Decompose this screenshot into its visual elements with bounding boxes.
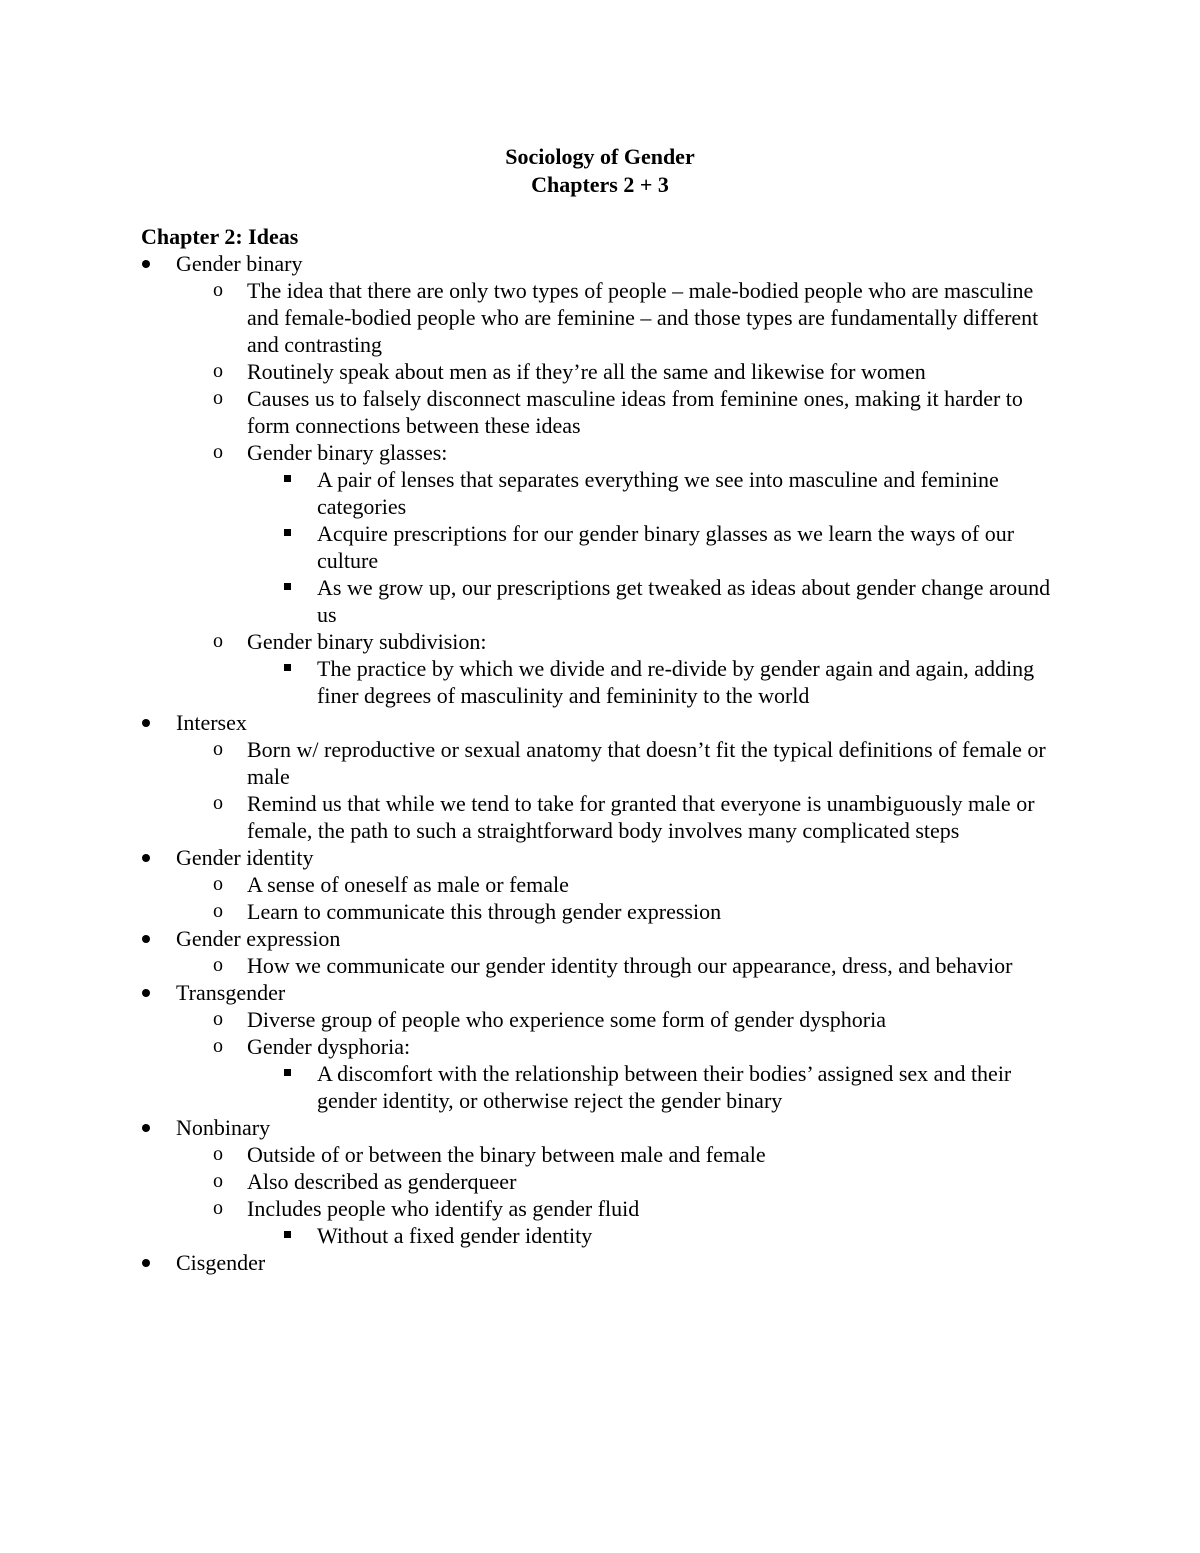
sub-item [141,871,1066,898]
sub-sub-list [247,466,1066,628]
circle-bullet-icon: o [213,738,223,760]
outline-item [141,1114,1066,1249]
sub-list [176,871,1066,925]
sub-item-text: The idea that there are only two types of people – male-bodied people who are masculine and female-bodied people who are feminine – and those types are fundamentally different and contrasting [247,278,1039,357]
bullet-icon [141,1114,153,1141]
sub-item [141,277,1066,358]
circle-bullet-icon: o [213,873,223,895]
circle-bullet-icon: o [213,900,223,922]
sub-item-text: Includes people who identify as gender fluid [247,1196,640,1221]
outline-item [141,709,1066,844]
sub-sub-item [141,466,1066,520]
circle-bullet-icon: o [213,630,223,652]
circle-bullet-icon: o [213,441,223,463]
sub-list [176,1141,1066,1249]
sub-item-text: How we communicate our gender identity through our appearance, dress, and behavior [247,953,1013,978]
square-bullet-icon [284,1222,294,1249]
bullet-icon [141,1249,153,1276]
circle-bullet-icon: o [213,1170,223,1192]
sub-item-text: A sense of oneself as male or female [247,872,569,897]
sub-item-text: Remind us that while we tend to take for granted that everyone is unambiguously male or female, the path to such a straightforward body involves many complicated steps [247,791,1035,843]
bullet-icon [141,250,153,277]
sub-sub-item [141,655,1066,709]
sub-sub-item-text: A discomfort with the relationship between their bodies’ assigned sex and their gender identity, or otherwise reject the gender binary [317,1061,1012,1113]
bullet-icon [141,979,153,1006]
outline-item-label: Gender binary [176,251,303,276]
outline-item-label: Gender identity [176,845,314,870]
sub-sub-item [141,574,1066,628]
bullet-icon [141,925,153,952]
sub-list [176,1006,1066,1114]
outline-item [141,1249,1066,1276]
sub-item-text: Routinely speak about men as if they’re all the same and likewise for women [247,359,926,384]
sub-sub-item [141,520,1066,574]
square-bullet-icon [284,574,294,601]
circle-bullet-icon: o [213,1197,223,1219]
outline-item-label: Gender expression [176,926,341,951]
sub-item-text: Also described as genderqueer [247,1169,517,1194]
sub-item-text: Born w/ reproductive or sexual anatomy that doesn’t fit the typical definitions of female or male [247,737,1046,789]
circle-bullet-icon: o [213,360,223,382]
sub-item [141,1033,1066,1114]
document-title [0,143,1200,199]
circle-bullet-icon: o [213,792,223,814]
outline-item [141,844,1066,925]
outline-list [141,250,1066,1276]
sub-item [141,736,1066,790]
sub-item [141,898,1066,925]
sub-item [141,1141,1066,1168]
circle-bullet-icon: o [213,1008,223,1030]
sub-sub-item-text: Without a fixed gender identity [317,1223,593,1248]
sub-item-text: Outside of or between the binary between male and female [247,1142,766,1167]
sub-item [141,1006,1066,1033]
sub-item [141,385,1066,439]
bullet-icon [141,709,153,736]
sub-item [141,439,1066,628]
sub-item-text: Learn to communicate this through gender expression [247,899,722,924]
bullet-icon [141,844,153,871]
sub-sub-item-text: The practice by which we divide and re-divide by gender again and again, adding finer degrees of masculinity and femininity to the world [317,656,1035,708]
sub-item-text: Gender dysphoria: [247,1034,411,1059]
square-bullet-icon [284,1060,294,1087]
sub-sub-item-text: As we grow up, our prescriptions get tweaked as ideas about gender change around us [317,575,1051,627]
circle-bullet-icon: o [213,279,223,301]
document-body [141,223,1066,1276]
sub-item [141,1195,1066,1249]
outline-item-label: Nonbinary [176,1115,271,1140]
sub-item-text: Gender binary subdivision: [247,629,487,654]
sub-item [141,1168,1066,1195]
sub-sub-item [141,1060,1066,1114]
sub-item [141,790,1066,844]
sub-sub-item-text: A pair of lenses that separates everything we see into masculine and feminine categories [317,467,999,519]
chapter-heading: Chapter 2: Ideas [141,224,299,249]
circle-bullet-icon: o [213,1035,223,1057]
circle-bullet-icon: o [213,1143,223,1165]
circle-bullet-icon: o [213,387,223,409]
circle-bullet-icon: o [213,954,223,976]
outline-item-label: Cisgender [176,1250,266,1275]
square-bullet-icon [284,655,294,682]
sub-item-text: Gender binary glasses: [247,440,448,465]
sub-sub-item-text: Acquire prescriptions for our gender binary glasses as we learn the ways of our culture [317,521,1015,573]
outline-item [141,250,1066,709]
sub-list [176,736,1066,844]
title-line-1: Sociology of Gender [505,144,695,169]
title-line-2: Chapters 2 + 3 [531,172,669,197]
sub-list [176,952,1066,979]
sub-sub-list [247,1222,1066,1249]
sub-item-text: Causes us to falsely disconnect masculine ideas from feminine ones, making it harder to form connections between these ideas [247,386,1023,438]
outline-item [141,979,1066,1114]
sub-item [141,358,1066,385]
sub-item [141,952,1066,979]
outline-item [141,925,1066,979]
square-bullet-icon [284,520,294,547]
square-bullet-icon [284,466,294,493]
sub-list [176,277,1066,709]
sub-sub-item [141,1222,1066,1249]
outline-item-label: Transgender [176,980,286,1005]
sub-item [141,628,1066,709]
sub-item-text: Diverse group of people who experience some form of gender dysphoria [247,1007,887,1032]
outline-item-label: Intersex [176,710,247,735]
sub-sub-list [247,655,1066,709]
sub-sub-list [247,1060,1066,1114]
